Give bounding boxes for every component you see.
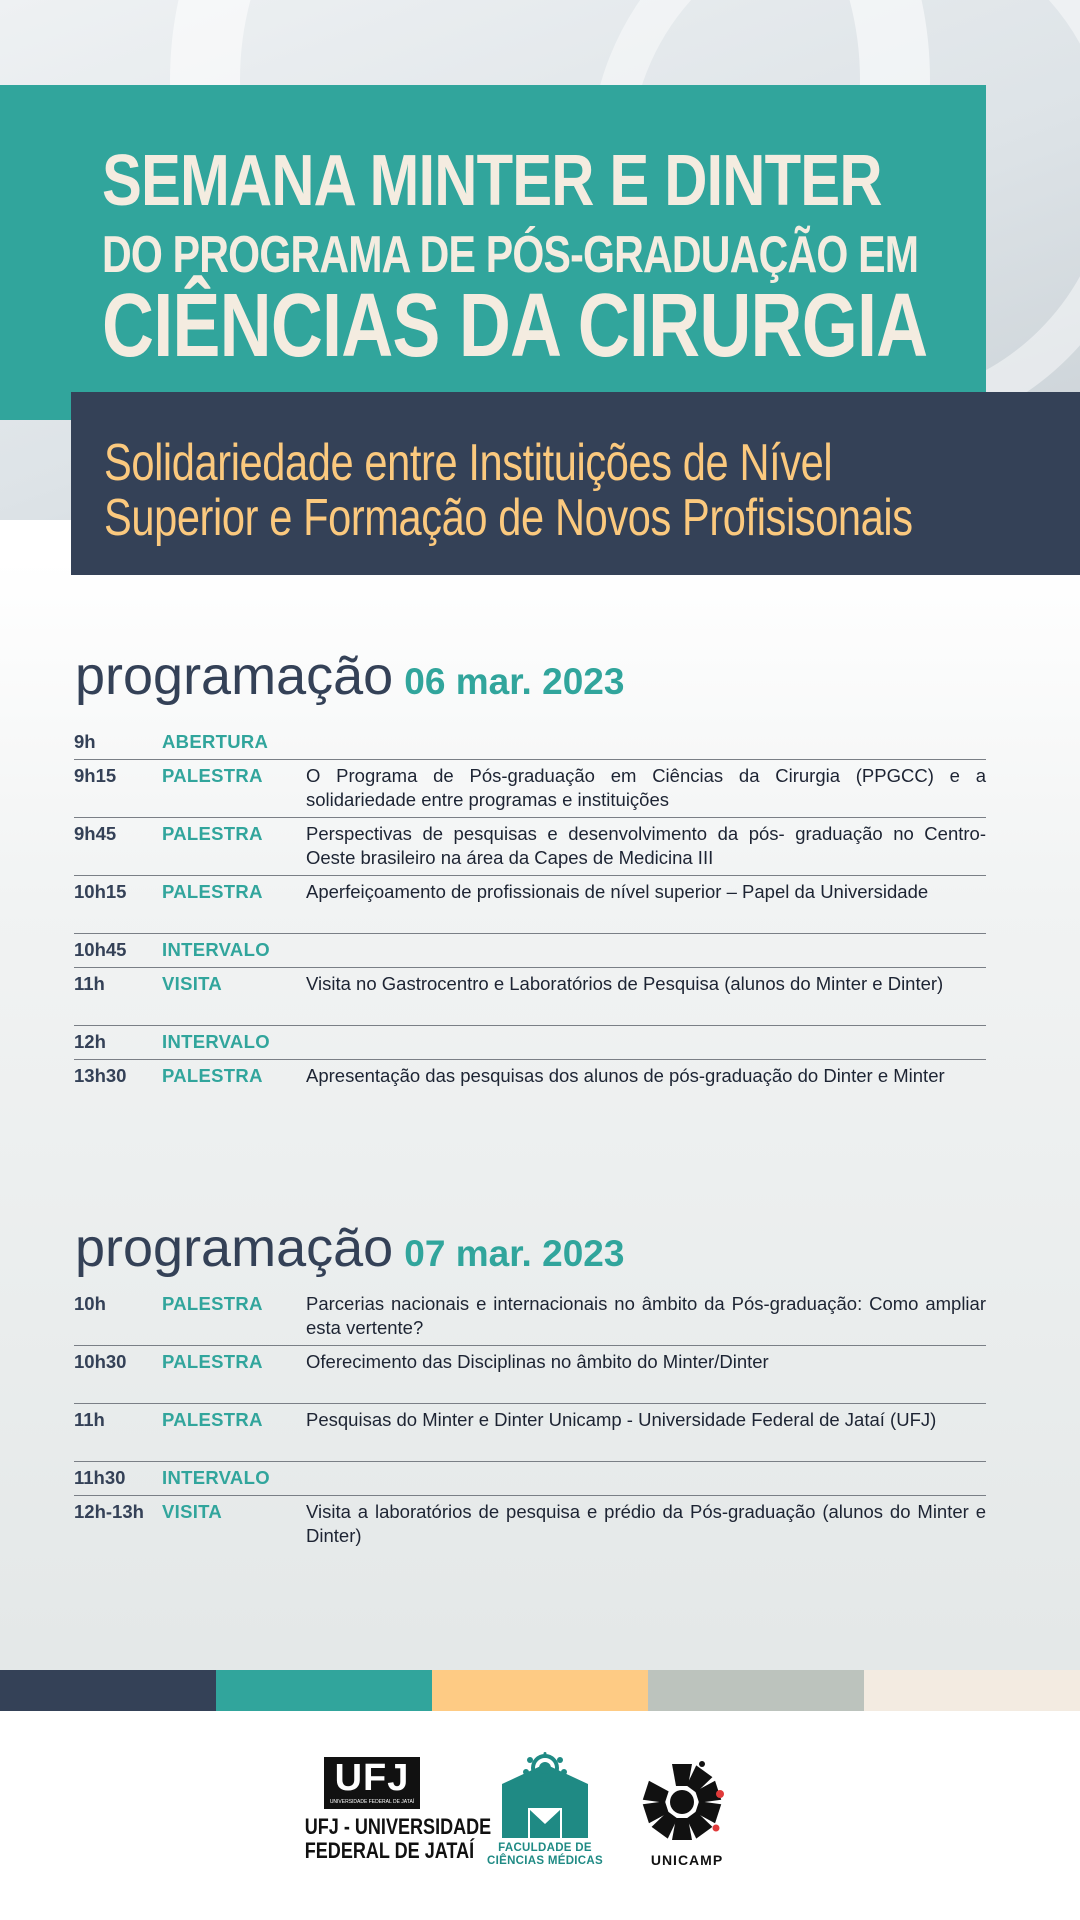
schedule-type: PALESTRA	[162, 1409, 263, 1430]
unicamp-logo	[632, 1752, 742, 1872]
schedule-description: Perspectivas de pesquisas e desenvolvimento da pós- graduação no Centro-Oeste brasileiro na área da Capes de Medicina III	[306, 823, 986, 868]
ufj-logo-name	[304, 1814, 492, 1863]
schedule-row	[74, 1404, 986, 1462]
day1-heading	[75, 645, 624, 707]
subtitle-line-2: Superior e Formação de Novos Profisisonais	[104, 489, 913, 547]
schedule-row	[74, 934, 986, 968]
fcm-logo-name	[470, 1842, 620, 1868]
schedule-time: 11h	[74, 1409, 105, 1430]
schedule-time: 12h	[74, 1031, 106, 1052]
schedule-row	[74, 1026, 986, 1060]
schedule-type: PALESTRA	[162, 1065, 263, 1086]
schedule-time: 10h	[74, 1293, 106, 1314]
day2-heading	[75, 1217, 624, 1279]
schedule-row	[74, 726, 986, 760]
schedule-time: 10h45	[74, 939, 127, 960]
day2-schedule	[74, 1288, 986, 1554]
color-bar-segment	[432, 1670, 648, 1711]
schedule-description: Visita a laboratórios de pesquisa e prédio da Pós-graduação (alunos do Minter e Dinter)	[306, 1501, 986, 1546]
fcm-name-line-1: FACULDADE DE	[498, 1842, 592, 1854]
schedule-time: 9h15	[74, 765, 117, 786]
schedule-row	[74, 1346, 986, 1404]
ufj-logo-mark	[324, 1757, 420, 1809]
color-bar	[0, 1670, 1080, 1711]
schedule-description: Visita no Gastrocentro e Laboratórios de Pesquisa (alunos do Minter e Dinter)	[306, 973, 944, 994]
color-bar-segment	[648, 1670, 864, 1711]
schedule-time: 9h	[74, 731, 96, 752]
title-line-2: DO PROGRAMA DE PÓS-GRADUAÇÃO EM	[102, 226, 919, 284]
title-line-1: SEMANA MINTER E DINTER	[102, 141, 882, 221]
fcm-name-line-2: CIÊNCIAS MÉDICAS	[487, 1855, 603, 1867]
schedule-row	[74, 1496, 986, 1554]
schedule-row	[74, 968, 986, 1026]
schedule-description: Aperfeiçoamento de profissionais de nível superior – Papel da Universidade	[306, 881, 929, 902]
schedule-type: INTERVALO	[162, 1031, 270, 1052]
schedule-description: Pesquisas do Minter e Dinter Unicamp - Universidade Federal de Jataí (UFJ)	[306, 1409, 937, 1430]
fcm-logo-icon	[470, 1752, 620, 1842]
title-line-3: CIÊNCIAS DA CIRURGIA	[102, 276, 928, 376]
day1-date: 06 mar. 2023	[404, 661, 625, 702]
schedule-row	[74, 1060, 986, 1118]
schedule-type: PALESTRA	[162, 823, 263, 844]
schedule-time: 9h45	[74, 823, 117, 844]
schedule-type: INTERVALO	[162, 939, 270, 960]
color-bar-segment	[864, 1670, 1080, 1711]
schedule-description: O Programa de Pós-graduação em Ciências da Cirurgia (PPGCC) e a solidariedade entre programas e instituições	[306, 765, 986, 810]
schedule-type: INTERVALO	[162, 1467, 270, 1488]
schedule-description: Oferecimento das Disciplinas no âmbito do Minter/Dinter	[306, 1351, 769, 1372]
schedule-type: PALESTRA	[162, 1351, 263, 1372]
ufj-name-line-1: UFJ - UNIVERSIDADE	[304, 1814, 492, 1839]
schedule-row	[74, 760, 986, 818]
schedule-description: Parcerias nacionais e internacionais no âmbito da Pós-graduação: Como ampliar esta vertente?	[306, 1293, 986, 1338]
day2-date: 07 mar. 2023	[404, 1233, 625, 1274]
unicamp-logo-name: UNICAMP	[650, 1852, 724, 1868]
schedule-time: 10h15	[74, 881, 127, 902]
schedule-type: PALESTRA	[162, 1293, 263, 1314]
color-bar-segment	[216, 1670, 432, 1711]
day2-heading-word: programação	[75, 1218, 394, 1278]
day1-heading-word: programação	[75, 646, 394, 706]
schedule-type: VISITA	[162, 1501, 223, 1522]
schedule-time: 11h30	[74, 1467, 126, 1488]
schedule-row	[74, 1288, 986, 1346]
schedule-type: PALESTRA	[162, 765, 263, 786]
day1-schedule	[74, 726, 986, 1118]
schedule-time: 13h30	[74, 1065, 127, 1086]
color-bar-segment	[0, 1670, 216, 1711]
unicamp-logo-icon	[632, 1752, 742, 1850]
schedule-type: ABERTURA	[162, 731, 269, 752]
ufj-name-line-2: FEDERAL DE JATAÍ	[304, 1838, 475, 1863]
schedule-type: VISITA	[162, 973, 223, 994]
schedule-time: 10h30	[74, 1351, 127, 1372]
subtitle-line-1: Solidariedade entre Instituições de Nível	[104, 434, 833, 492]
fcm-logo	[470, 1752, 620, 1872]
ufj-logo-small-text: UNIVERSIDADE FEDERAL DE JATAÍ	[329, 1799, 415, 1805]
schedule-time: 12h-13h	[74, 1501, 144, 1522]
ufj-logo-letters: UFJ	[334, 1757, 410, 1799]
schedule-description: Apresentação das pesquisas dos alunos de pós-graduação do Dinter e Minter	[306, 1065, 945, 1086]
schedule-row	[74, 1462, 986, 1496]
schedule-type: PALESTRA	[162, 881, 263, 902]
schedule-row	[74, 818, 986, 876]
schedule-row	[74, 876, 986, 934]
schedule-time: 11h	[74, 973, 105, 994]
